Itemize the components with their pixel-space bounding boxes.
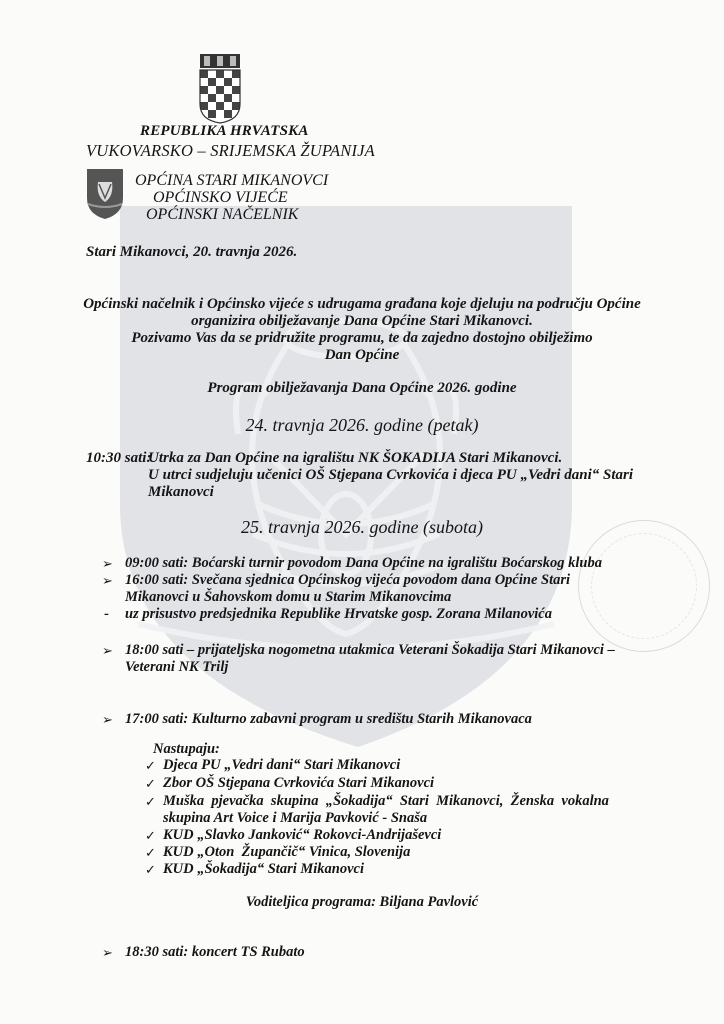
day2-item-5: 17:00 sati: Kulturno zabavni program u središtu Starih Mikanovaca [125,711,532,727]
county-name: VUKOVARSKO – SRIJEMSKA ŽUPANIJA [86,141,375,160]
arrow-bullet-icon: ➢ [102,573,113,588]
day2-heading: 25. travnja 2026. godine (subota) [241,517,483,537]
performers-label: Nastupaju: [153,741,220,757]
arrow-bullet-icon: ➢ [102,945,113,960]
day2-item-3: uz prisustvo predsjednika Republike Hrvatske gosp. Zorana Milanovića [125,606,552,622]
intro-line-1: Općinski načelnik i Općinsko vijeće s udrugama građana koje djeluju na području Općine [83,296,641,312]
day2-item-2-cont: Mikanovci u Šahovskom domu u Starim Mikanovcima [125,589,452,605]
checkmark-icon: ✓ [145,758,156,773]
municipality-name: OPĆINA STARI MIKANOVCI [135,172,329,189]
checkmark-icon: ✓ [145,776,156,791]
day2-item-2: 16:00 sati: Svečana sjednica Općinskog vijeća povodom dana Općine Stari [125,572,571,588]
stari-mikanovci-coat-of-arms-icon [86,168,124,220]
checkmark-icon: ✓ [145,828,156,843]
checkmark-icon: ✓ [145,862,156,877]
performer-6: KUD „Šokadija“ Stari Mikanovci [163,861,365,877]
day1-line-3: Mikanovci [148,484,214,500]
checkmark-icon: ✓ [145,845,156,860]
arrow-bullet-icon: ➢ [102,643,113,658]
official-stamp [578,520,710,652]
intro-line-3: Pozivamo Vas da se pridružite programu, te da zajedno dostojno obilježimo [131,330,593,346]
croatia-coat-of-arms-icon [196,52,244,124]
state-name: REPUBLIKA HRVATSKA [140,123,309,139]
program-title: Program obilježavanja Dana Općine 2026. godine [207,380,517,396]
intro-line-4: Dan Općine [324,347,400,363]
arrow-bullet-icon: ➢ [102,556,113,571]
day2-item-6: 18:30 sati: koncert TS Rubato [125,944,305,960]
checkmark-icon: ✓ [145,794,156,809]
intro-line-2: organizira obilježavanje Dana Općine Stari Mikanovci. [191,313,533,329]
performer-5: KUD „Oton Župančič“ Vinica, Slovenija [163,844,411,860]
place-date: Stari Mikanovci, 20. travnja 2026. [86,244,298,260]
day2-item-4-cont: Veterani NK Trilj [125,659,229,675]
day2-item-4: 18:00 sati – prijateljska nogometna utakmica Veterani Šokadija Stari Mikanovci – [125,642,615,658]
performer-1: Djeca PU „Vedri dani“ Stari Mikanovci [163,757,401,773]
performer-2: Zbor OŠ Stjepana Cvrkovića Stari Mikanovci [163,775,435,791]
performer-3-cont: skupina Art Voice i Marija Pavković - Snaša [163,810,428,826]
program-host: Voditeljica programa: Biljana Pavlović [245,894,479,910]
mayor-title: OPĆINSKI NAČELNIK [146,206,299,223]
dash-bullet: - [104,606,109,622]
day1-line-1: Utrka za Dan Općine na igralištu NK ŠOKADIJA Stari Mikanovci. [148,450,563,466]
day1-heading: 24. travnja 2026. godine (petak) [245,415,479,435]
council-name: OPĆINSKO VIJEĆE [153,189,288,206]
arrow-bullet-icon: ➢ [102,712,113,727]
performer-3: Muška pjevačka skupina „Šokadija“ Stari Mikanovci, Ženska vokalna [163,793,609,809]
day2-item-1: 09:00 sati: Boćarski turnir povodom Dana Općine na igralištu Boćarskog kluba [125,555,602,571]
day1-line-2: U utrci sudjeluju učenici OŠ Stjepana Cvrkovića i djeca PU „Vedri dani“ Stari [148,467,634,483]
day1-time: 10:30 sati: [86,450,152,466]
performer-4: KUD „Slavko Janković“ Rokovci-Andrijaševci [163,827,442,843]
